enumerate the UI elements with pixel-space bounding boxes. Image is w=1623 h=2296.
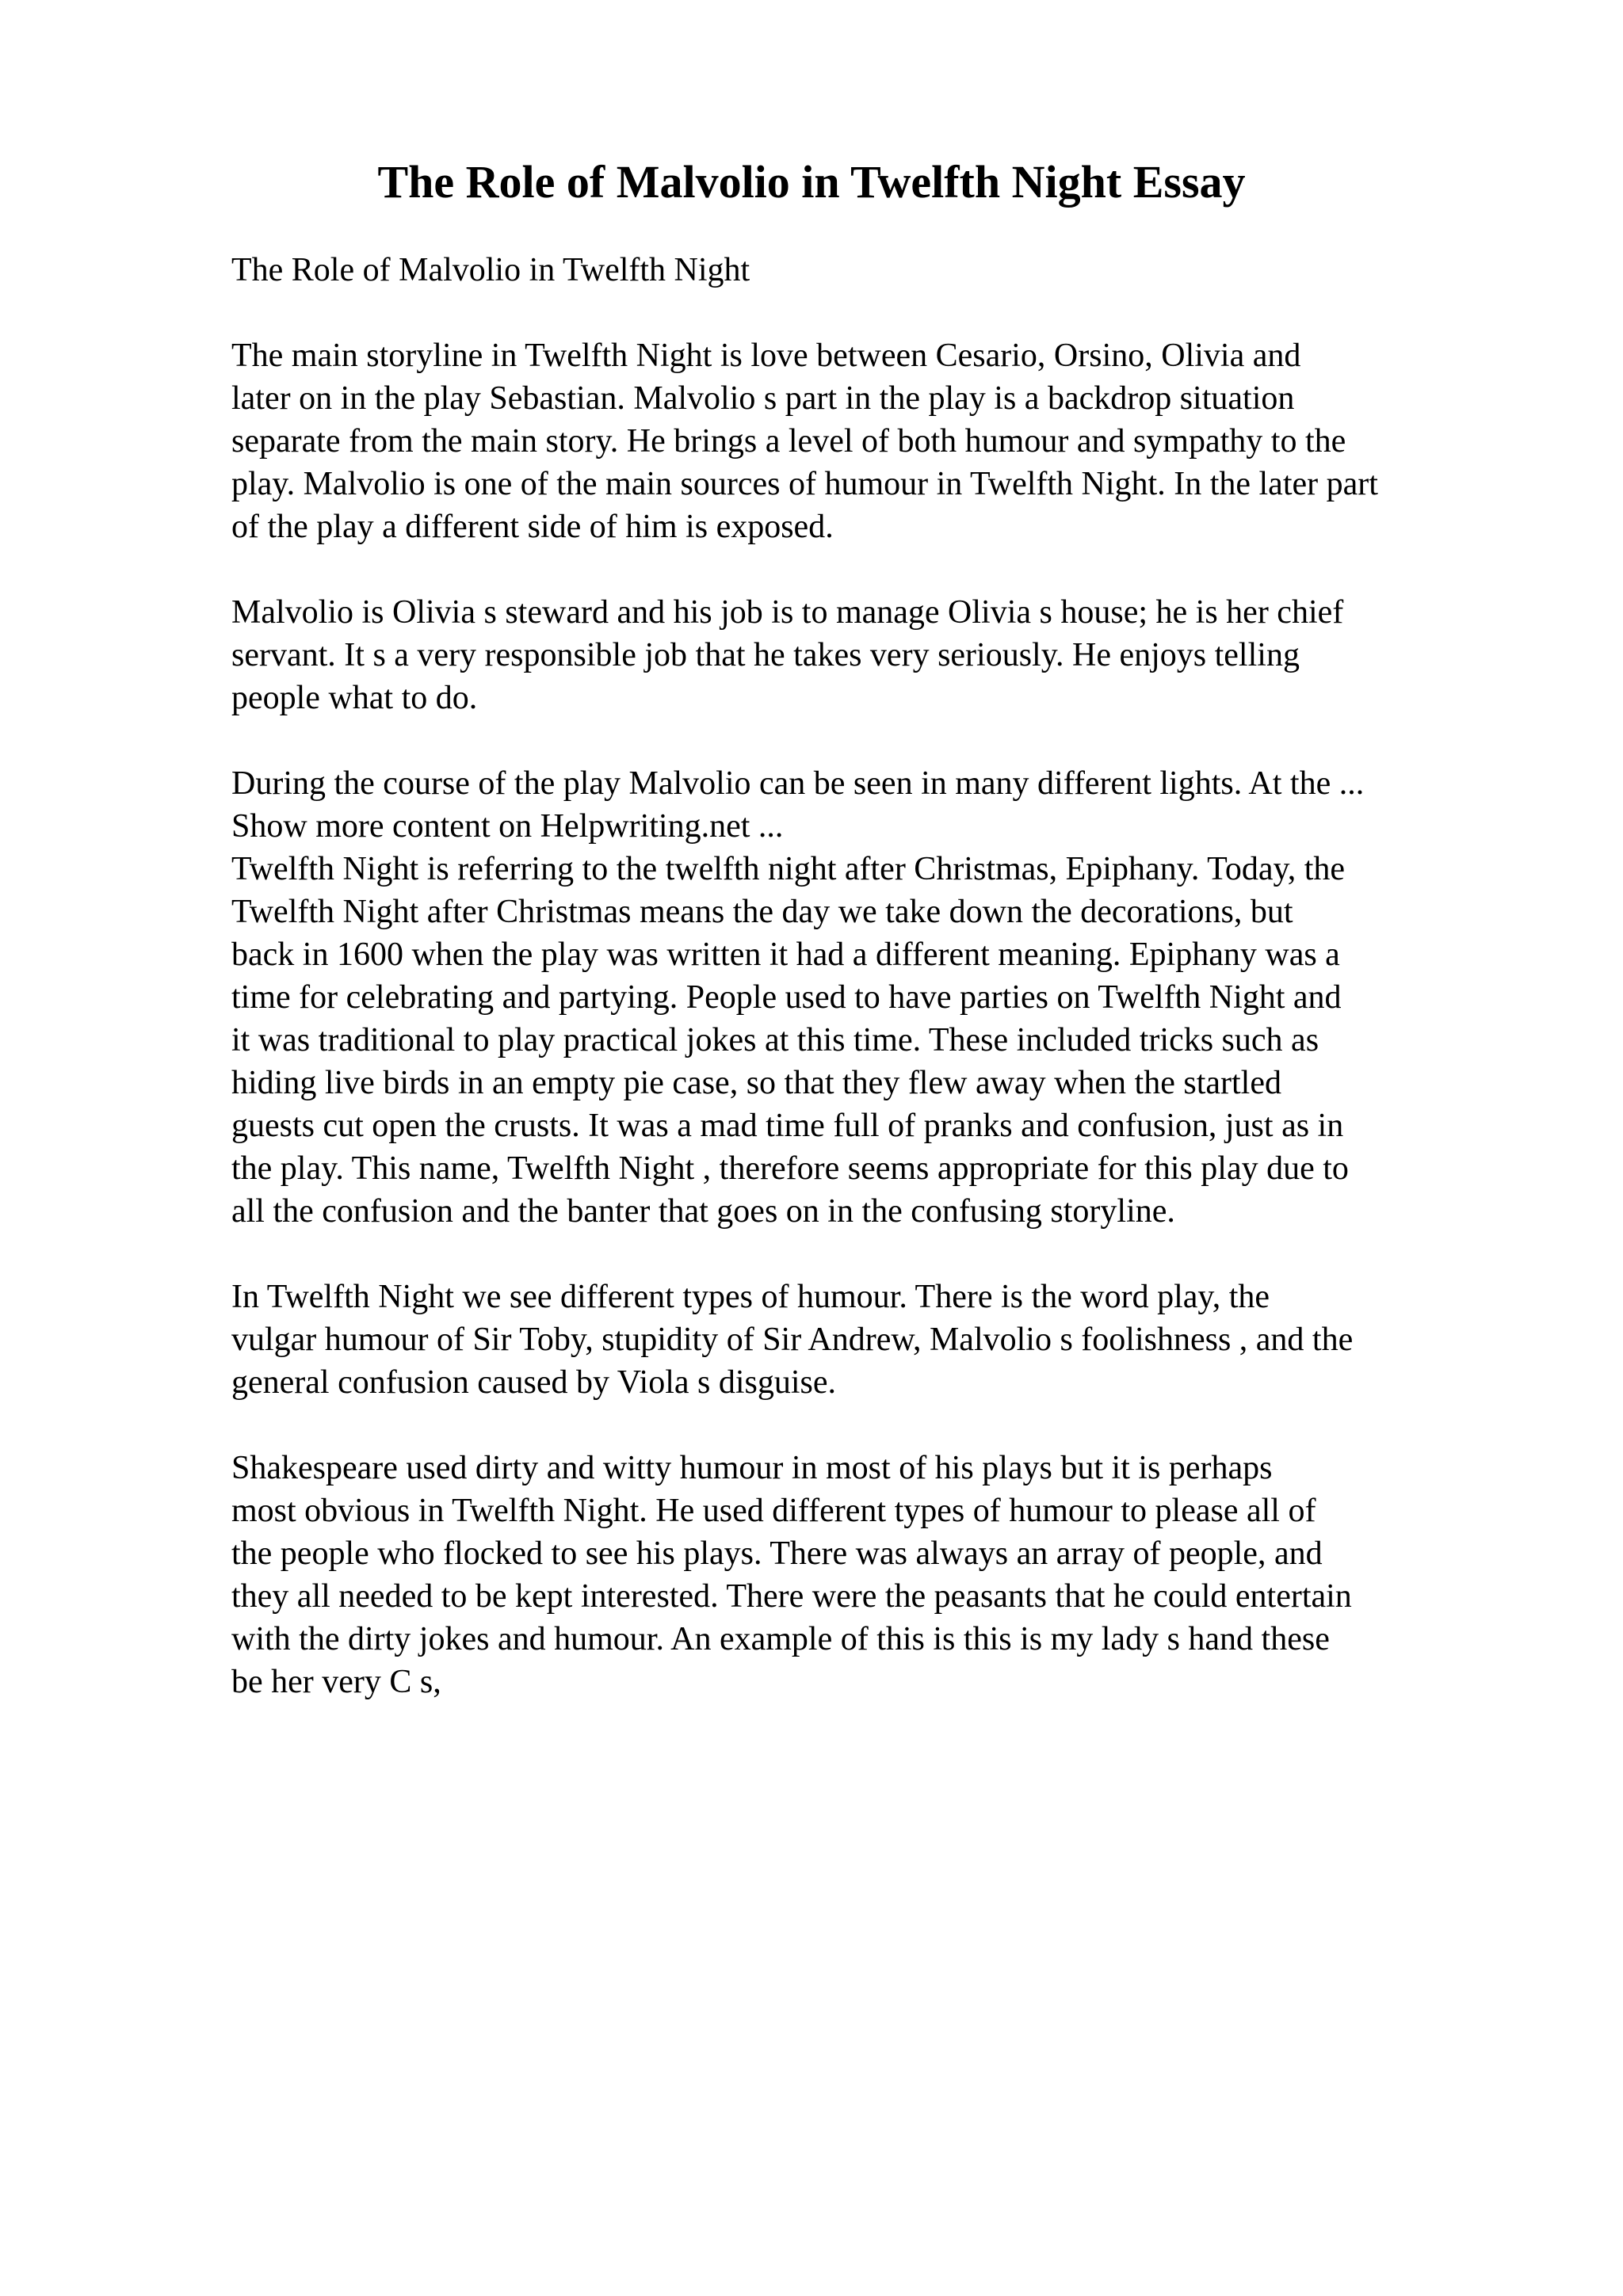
text-line: most obvious in Twelfth Night. He used different types of humour to please all of [231,1493,1316,1529]
text-line: the play. This name, Twelfth Night , therefore seems appropriate for this play due to [231,1150,1349,1187]
text-line: be her very C s, [231,1664,441,1700]
text-line: it was traditional to play practical jokes at this time. These included tricks such as [231,1022,1319,1058]
text-line: general confusion caused by Viola s disguise. [231,1364,837,1401]
text-line: Twelfth Night is referring to the twelfth night after Christmas, Epiphany. Today, the [231,851,1346,887]
text-line: play. Malvolio is one of the main sources of humour in Twelfth Night. In the later part [231,466,1378,502]
text-line: Shakespeare used dirty and witty humour in most of his plays but it is perhaps [231,1450,1273,1486]
text-line: In Twelfth Night we see different types of humour. There is the word play, the [231,1279,1270,1315]
text-line: The main storyline in Twelfth Night is love between Cesario, Orsino, Olivia and [231,338,1301,374]
text-line: back in 1600 when the play was written it had a different meaning. Epiphany was a [231,936,1340,973]
text-line: with the dirty jokes and humour. An example of this is this is my lady s hand these [231,1621,1330,1657]
text-line: guests cut open the crusts. It was a mad time full of pranks and confusion, just as in [231,1108,1344,1144]
text-line: hiding live birds in an empty pie case, so that they flew away when the startled [231,1065,1281,1101]
document-title: The Role of Malvolio in Twelfth Night Essay [377,156,1246,208]
text-line: people what to do. [231,680,478,716]
text-line: all the confusion and the banter that goes on in the confusing storyline. [231,1193,1175,1230]
text-line: time for celebrating and partying. People used to have parties on Twelfth Night and [231,979,1342,1016]
text-line: separate from the main story. He brings a level of both humour and sympathy to the [231,423,1346,460]
subtitle-line: The Role of Malvolio in Twelfth Night [231,252,750,288]
text-line: of the play a different side of him is exposed. [231,509,834,545]
text-line: During the course of the play Malvolio can be seen in many different lights. At the ... [231,765,1365,802]
text-line: servant. It s a very responsible job that he takes very seriously. He enjoys telling [231,637,1300,673]
show-more-line: Show more content on Helpwriting.net ... [231,808,784,845]
text-line: Twelfth Night after Christmas means the day we take down the decorations, but [231,894,1293,930]
text-line: the people who flocked to see his plays. There was always an array of people, and [231,1535,1323,1572]
text-line: Malvolio is Olivia s steward and his job is to manage Olivia s house; he is her chief [231,594,1344,631]
text-line: later on in the play Sebastian. Malvolio s part in the play is a backdrop situation [231,380,1295,417]
text-line: vulgar humour of Sir Toby, stupidity of Sir Andrew, Malvolio s foolishness , and the [231,1322,1354,1358]
text-line: they all needed to be kept interested. There were the peasants that he could entertain [231,1578,1352,1615]
